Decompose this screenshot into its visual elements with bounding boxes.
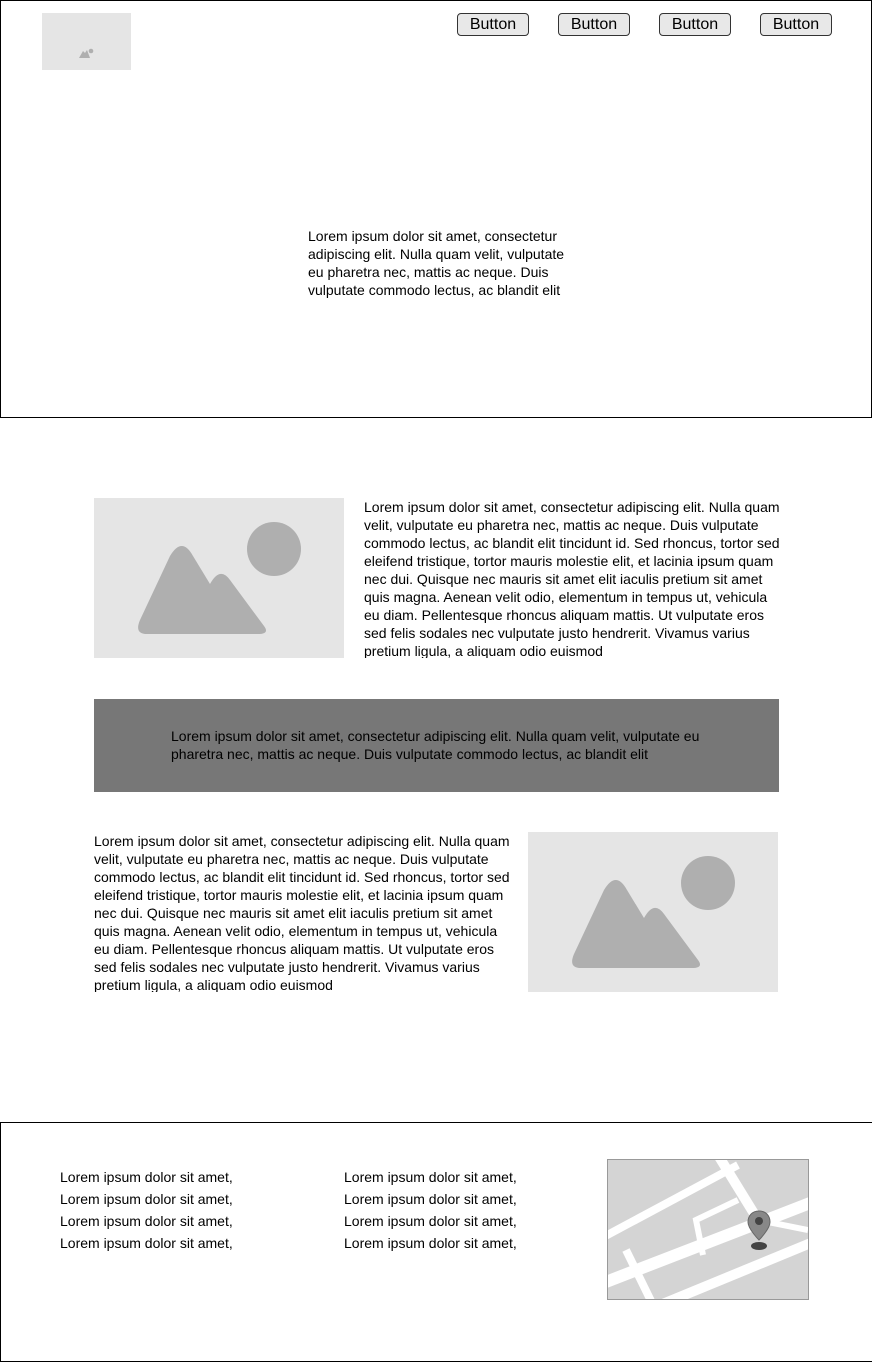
footer-link[interactable]: Lorem ipsum dolor sit amet, xyxy=(60,1235,233,1251)
map-pin-icon xyxy=(746,1210,772,1252)
map[interactable] xyxy=(607,1159,809,1300)
logo[interactable] xyxy=(42,13,131,70)
footer-link[interactable]: Lorem ipsum dolor sit amet, xyxy=(60,1213,233,1229)
image-placeholder-icon xyxy=(42,13,131,70)
banner-text: Lorem ipsum dolor sit amet, consectetur adipiscing elit. Nulla quam velit, vulputate eu pharetra nec, mattis ac neque. Duis vulputate commodo lectus, ac blandit elit xyxy=(171,728,700,762)
nav-button-4[interactable]: Button xyxy=(760,13,832,36)
nav-button-3[interactable]: Button xyxy=(659,13,731,36)
section1-text: Lorem ipsum dolor sit amet, consectetur adipiscing elit. Nulla quam velit, vulputate eu pharetra nec, mattis ac neque. Duis vulputate commodo lectus, ac blandit elit tincidunt id. Sed rhoncus, tortor sed eleifend tristique, tortor mauris molestie elit, et lacinia ipsum quam nec dui. Quisque nec mauris sit amet elit iaculis pretium sit amet quis magna. Aenean velit odio, elementum in tempus ut, vehicula eu diam. Pellentesque rhoncus aliquam mattis. Ut vulputate eros sed felis sodales nec vulputate justo hendrerit. Vivamus varius pretium ligula, a aliquam odio euismod xyxy=(364,499,780,658)
section2-text: Lorem ipsum dolor sit amet, consectetur adipiscing elit. Nulla quam velit, vulputate eu pharetra nec, mattis ac neque. Duis vulputate commodo lectus, ac blandit elit tincidunt id. Sed rhoncus, tortor sed eleifend tristique, tortor mauris molestie elit, et lacinia ipsum quam nec dui. Quisque nec mauris sit amet elit iaculis pretium sit amet quis magna. Aenean velit odio, elementum in tempus ut, vehicula eu diam. Pellentesque rhoncus aliquam mattis. Ut vulputate eros sed felis sodales nec vulputate justo hendrerit. Vivamus varius pretium ligula, a aliquam odio euismod xyxy=(94,833,510,992)
footer-link[interactable]: Lorem ipsum dolor sit amet, xyxy=(60,1191,233,1207)
nav-button-2[interactable]: Button xyxy=(558,13,630,36)
footer-link[interactable]: Lorem ipsum dolor sit amet, xyxy=(60,1169,233,1185)
footer-link[interactable]: Lorem ipsum dolor sit amet, xyxy=(344,1191,517,1207)
hero-text: Lorem ipsum dolor sit amet, consectetur adipiscing elit. Nulla quam velit, vulputate eu pharetra nec, mattis ac neque. Duis vulputate commodo lectus, ac blandit elit xyxy=(308,228,565,298)
footer-link[interactable]: Lorem ipsum dolor sit amet, xyxy=(344,1235,517,1251)
footer-links-col1 xyxy=(60,1166,260,1252)
footer-links-col2 xyxy=(344,1166,544,1252)
nav-button-1[interactable]: Button xyxy=(457,13,529,36)
footer-link[interactable]: Lorem ipsum dolor sit amet, xyxy=(344,1213,517,1229)
image-placeholder xyxy=(528,832,778,992)
image-placeholder-icon xyxy=(94,498,344,658)
map-illustration xyxy=(608,1160,809,1300)
image-placeholder xyxy=(94,498,344,658)
footer-link[interactable]: Lorem ipsum dolor sit amet, xyxy=(344,1169,517,1185)
image-placeholder-icon xyxy=(528,832,778,992)
